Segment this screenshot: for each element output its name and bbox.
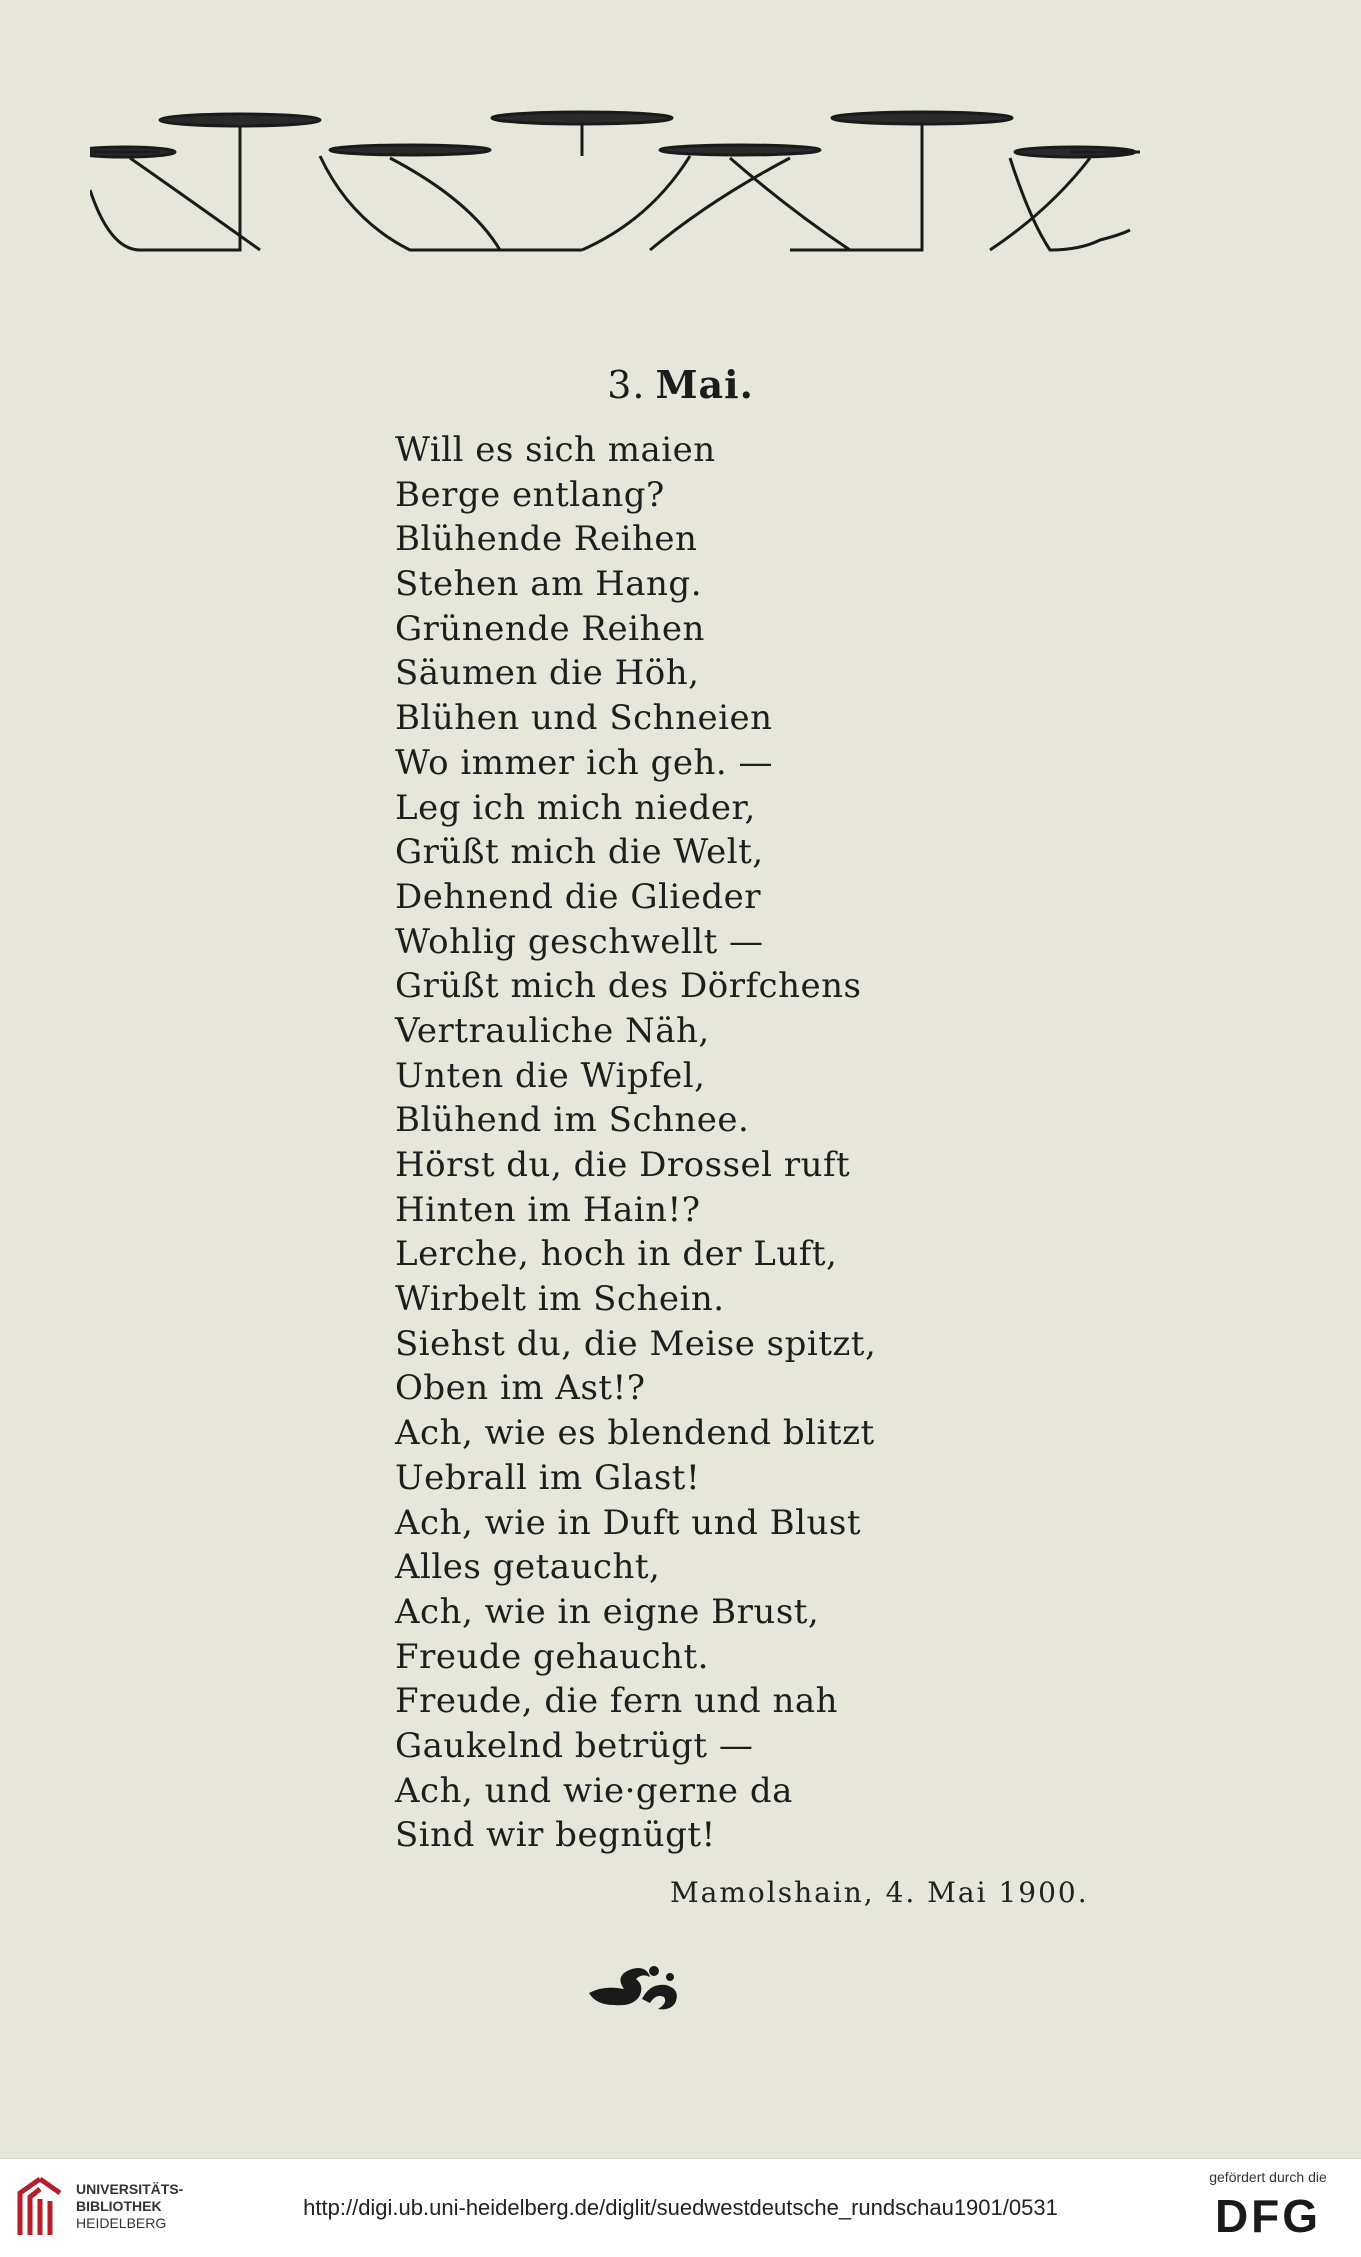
library-name-line: UNIVERSITÄTS- [76, 2181, 184, 2197]
poem-line: Wirbelt im Schein. [395, 1279, 725, 1320]
poem-line: Hörst du, die Drossel ruft [395, 1145, 851, 1185]
poem-line: Will es sich maien [395, 430, 716, 470]
poem-line: Dehnend die Glieder [395, 876, 762, 917]
library-name-line: HEIDELBERG [76, 2215, 167, 2231]
funding-credit [1193, 2169, 1343, 2241]
poem-line: Lerche, hoch in der Luft, [395, 1234, 838, 1275]
poem-line: Uebrall im Glast! [395, 1457, 701, 1498]
poem-line: Ach, wie es blendend blitzt [395, 1413, 875, 1454]
poem-line: Alles getaucht, [395, 1547, 661, 1588]
poem-line: Grünende Reihen [395, 608, 705, 649]
poem-line: Wohlig geschwellt — [395, 921, 764, 962]
poem-line: Oben im Ast!? [395, 1368, 646, 1409]
poem-line: Hinten im Hain!? [395, 1189, 701, 1230]
poem-line: Freude gehaucht. [395, 1636, 709, 1677]
place-date-signature: Mamolshain, 4. Mai 1900. [670, 1876, 1089, 1909]
poem-line: Freude, die fern und nah [395, 1681, 839, 1722]
poem-line: Unten die Wipfel, [395, 1055, 706, 1096]
decorative-end-ornament [584, 1955, 684, 2015]
poem-line: Ach, wie in eigne Brust, [395, 1591, 820, 1632]
funding-text: gefördert durch die [1209, 2169, 1327, 2185]
poem-line: Grüßt mich die Welt, [395, 832, 764, 873]
poem-line: Leg ich mich nieder, [395, 787, 756, 828]
poem-line: Ach, wie in Duft und Blust [395, 1502, 862, 1543]
poem-line: Siehst du, die Meise spitzt, [395, 1323, 877, 1364]
poem-line: Blühen und Schneien [395, 698, 773, 739]
poem-line: Säumen die Höh, [395, 653, 700, 694]
decorative-header-ornament [90, 100, 1140, 260]
poem-line: Grüßt mich des Dörfchens [395, 966, 862, 1007]
poem-line: Gaukelnd betrügt — [395, 1725, 754, 1766]
footer-bar [0, 2158, 1361, 2257]
poem-line: Vertrauliche Näh, [395, 1010, 710, 1051]
poem-line: Blühende Reihen [395, 519, 698, 560]
poem-heading [0, 362, 1361, 407]
poem-number: 3. [607, 363, 646, 407]
poem-body [395, 428, 876, 1858]
dfg-logo: DFG [1214, 2190, 1322, 2242]
poem-line: Ach, und wie·gerne da [395, 1770, 793, 1811]
poem-title: Mai. [655, 362, 754, 407]
permalink-url[interactable]: http://digi.ub.uni-heidelberg.de/diglit/suedwestdeutsche_rundschau1901/0531 [303, 2195, 1058, 2220]
poem-line: Stehen am Hang. [395, 564, 703, 605]
poem-line: Blühend im Schnee. [395, 1100, 750, 1141]
poem-line: Berge entlang? [395, 474, 665, 515]
library-name-line: BIBLIOTHEK [76, 2198, 162, 2214]
poem-line: Sind wir begnügt! [395, 1815, 716, 1856]
poem-line: Wo immer ich geh. — [395, 742, 773, 783]
